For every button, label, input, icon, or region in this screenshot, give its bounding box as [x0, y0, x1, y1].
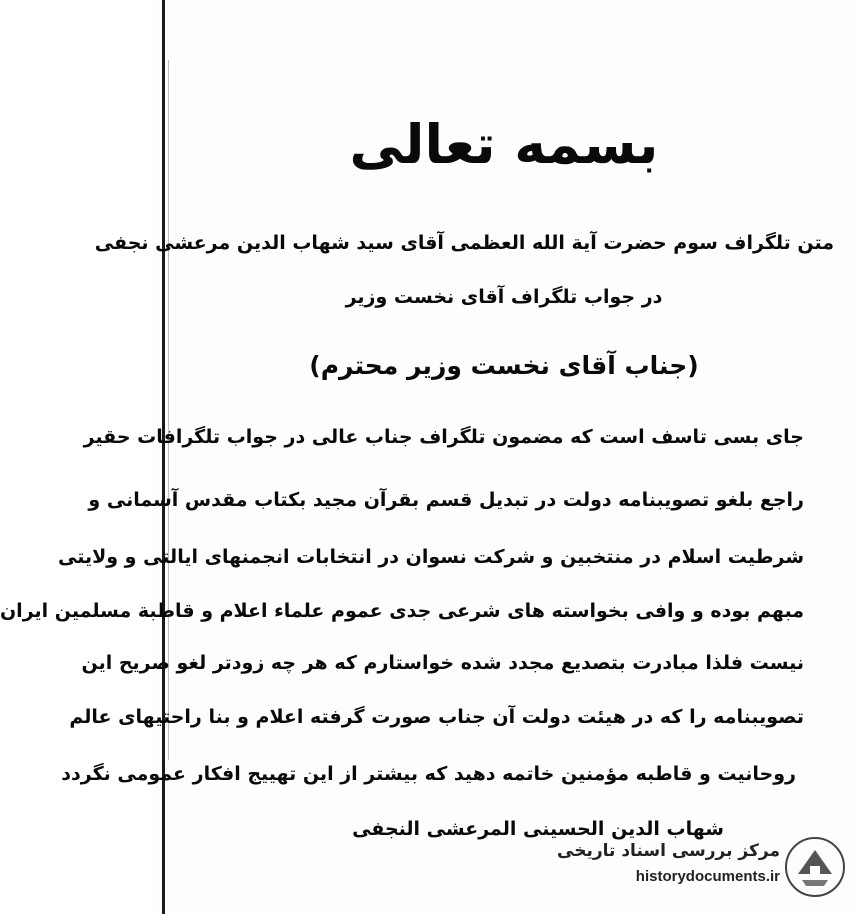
body-line-1: جای بسی تاسف است که مضمون تلگراف جناب عالی در جواب تلگرافات حقیر: [83, 426, 804, 448]
archive-logo-icon: [784, 836, 846, 898]
body-line-7: روحانیت و قاطبه مؤمنین خاتمه دهید که بیشتر از این تهییج افکار عمومی نگردد: [61, 763, 796, 785]
heading-line-2: در جواب تلگراف آقای نخست وزیر: [345, 286, 663, 308]
watermark-url[interactable]: historydocuments.ir: [635, 868, 780, 885]
document-title: بسمه تعالی: [349, 113, 659, 176]
body-line-4: مبهم بوده و وافی بخواسته های شرعی جدی عموم علماء اعلام و قاطبة مسلمین ایران: [0, 600, 804, 622]
body-line-5: نیست فلذا مبادرت بتصدیع مجدد شده خواستارم که هر چه زودتر لغو صریح این: [81, 652, 804, 674]
heading-line-1: متن تلگراف سوم حضرت آیة الله العظمی آقای سید شهاب الدین مرعشی نجفی: [94, 232, 834, 254]
body-line-6: تصویبنامه را که در هیئت دولت آن جناب صورت گرفته اعلام و بنا راحتیهای عالم: [69, 706, 804, 728]
watermark-title: مرکز بررسی اسناد تاریخی: [557, 841, 780, 861]
signature: شهاب الدین الحسینی المرعشی النجفی: [352, 818, 724, 840]
body-line-3: شرطیت اسلام در منتخبین و شرکت نسوان در انتخابات انجمنهای ایالتی و ولایتی: [57, 546, 804, 568]
watermark: [557, 834, 846, 906]
body-line-2: راجع بلغو تصویبنامه دولت در تبدیل قسم بقرآن مجید بکتاب مقدس آسمانی و: [88, 489, 804, 511]
salutation-line: (جناب آقای نخست وزیر محترم): [309, 351, 699, 380]
